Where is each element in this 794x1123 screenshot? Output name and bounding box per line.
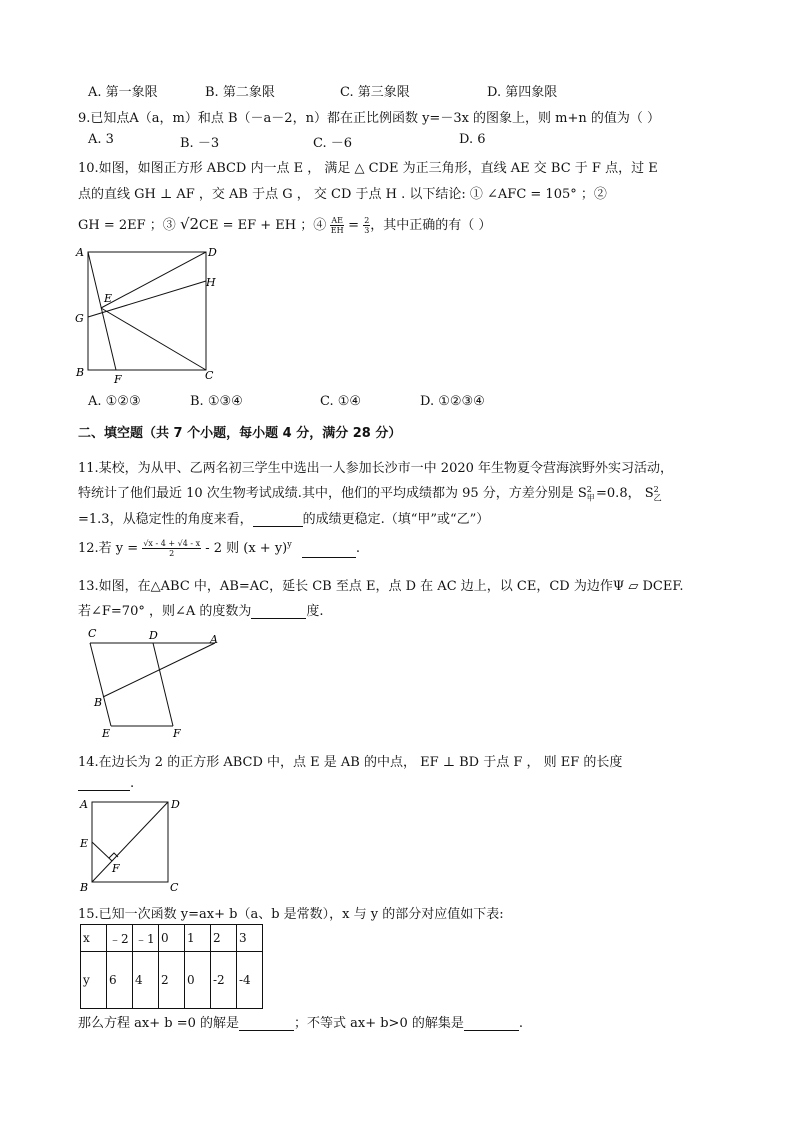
equals-sign: = [348, 218, 364, 233]
table-cell: x [81, 925, 107, 952]
q12-answer-blank[interactable] [302, 545, 356, 558]
q8-option-d: D. 第四象限 [487, 85, 558, 100]
table-cell: ﹣2 [107, 925, 133, 952]
table-cell: 4 [133, 952, 159, 1009]
label-f: F [112, 862, 120, 875]
label-d: D [208, 246, 217, 259]
q11-line2-text: 特统计了他们最近 10 次生物考试成绩.其中，他们的平均成绩都为 95 分，方差分别是 S [78, 486, 587, 501]
q9-option-a: A. 3 [88, 132, 114, 147]
label-a: A [80, 798, 88, 811]
q13-line2-part2: 度. [306, 604, 324, 619]
table-cell: 3 [237, 925, 263, 952]
label-a: A [76, 246, 84, 259]
q10-option-b: B. ①③④ [190, 394, 243, 409]
table-cell: 2 [159, 952, 185, 1009]
q13-parallelogram-figure [82, 625, 232, 741]
table-cell: y [81, 952, 107, 1009]
q12-end: . [355, 541, 361, 556]
q15-line2-part1: 那么方程 ax+ b =0 的解是 [78, 1016, 239, 1031]
label-e: E [102, 727, 111, 740]
q13-line1: 13.如图，在△ABC 中，AB=AC，延长 CB 至点 E，点 D 在 AC 边上，以 CE，CD 为边作Ψ ▱ DCEF. [78, 579, 684, 594]
s1-subscript: 甲 [586, 493, 595, 503]
s2-superscript: 2 [653, 484, 659, 494]
label-b: B [76, 366, 85, 379]
q11-line3-part2: 的成绩更稳定.（填“甲”或“乙”） [302, 512, 490, 527]
label-f: F [173, 727, 181, 740]
sqrt-two: √2 [179, 215, 200, 233]
q13-answer-blank[interactable] [251, 606, 306, 619]
q8-option-a: A. 第一象限 [88, 85, 158, 100]
q15-equation-blank[interactable] [239, 1018, 294, 1031]
table-cell: 1 [185, 925, 211, 952]
q9-option-d: D. 6 [459, 132, 486, 147]
table-cell: 0 [185, 952, 211, 1009]
q10-line3-part1: GH = 2EF ；③ [78, 218, 180, 233]
q8-option-c: C. 第三象限 [340, 85, 410, 100]
s2-subscript: 乙 [653, 493, 662, 503]
table-cell: 6 [107, 952, 133, 1009]
q14-answer-blank[interactable] [78, 778, 130, 791]
table-cell: 0 [159, 925, 185, 952]
frac-denominator: EH [330, 226, 344, 235]
q15-table-wrap [80, 924, 263, 1009]
q14-line1: 14.在边长为 2 的正方形 ABCD 中，点 E 是 AB 的中点， EF ⊥ BD 于点 F ， 则 EF 的长度 [78, 755, 623, 770]
ae-over-eh-fraction [330, 216, 344, 235]
q12-denominator: 2 [169, 549, 175, 558]
q11-line2 [78, 482, 662, 504]
q15-inequality-blank[interactable] [464, 1018, 519, 1031]
table-cell: -4 [237, 952, 263, 1009]
label-c: C [88, 627, 97, 640]
q10-line2: 点的直线 GH ⊥ AF ，交 AB 于点 G ， 交 CD 于点 H . 以下结论: ① ∠AFC = 105° ；② [78, 187, 607, 202]
q12-exponent: y [287, 539, 292, 549]
q9-option-c: C. －6 [313, 136, 353, 151]
label-f: F [114, 373, 122, 386]
q9-option-b: B. －3 [180, 136, 220, 151]
label-c: C [170, 881, 179, 894]
q15-line2-part2: ；不等式 ax+ b>0 的解集是 [294, 1016, 464, 1031]
q10-line3 [78, 214, 491, 235]
q9-text: 9.已知点A（a，m）和点 B（－a－2，n）都在正比例函数 y=－3x 的图象上，则 m+n 的值为（ ） [78, 111, 661, 126]
q12-numerator: √x - 4 + √4 - x [143, 539, 201, 548]
q10-line1: 10.如图，如图正方形 ABCD 内一点 E ， 满足 △ CDE 为正三角形，直线 AE 交 BC 于 F 点，过 E [78, 161, 658, 176]
q14-line2 [78, 776, 134, 791]
label-e: E [80, 837, 89, 850]
q10-square-figure [70, 242, 230, 387]
q14-end: . [130, 776, 135, 791]
q11-line2-mid: =0.8， S [591, 486, 654, 501]
q11-answer-blank[interactable] [253, 514, 303, 527]
label-d: D [149, 629, 158, 642]
q8-option-b: B. 第二象限 [205, 85, 275, 100]
label-g: G [75, 312, 84, 325]
q15-line2-end: . [518, 1016, 523, 1031]
frac-numerator: AE [331, 216, 344, 225]
q10-option-c: C. ①④ [320, 394, 362, 409]
s1-superscript: 2 [586, 484, 592, 494]
label-e: E [104, 292, 113, 305]
label-b: B [94, 696, 103, 709]
q10-option-a: A. ①②③ [88, 394, 141, 409]
label-h: H [206, 276, 216, 289]
q10-option-d: D. ①②③④ [420, 394, 485, 409]
table-cell: 2 [211, 925, 237, 952]
q10-line3-part2: CE = EF + EH ；④ [199, 218, 331, 233]
q15-line1: 15.已知一次函数 y=ax+ b（a、b 是常数），x 与 y 的部分对应值如下表: [78, 907, 504, 922]
frac2-numerator: 2 [364, 216, 370, 225]
q11-line3 [78, 508, 489, 527]
xy-value-table [80, 924, 263, 1009]
q11-line3-part1: =1.3，从稳定性的角度来看， [78, 512, 253, 527]
q14-square-figure [74, 796, 189, 896]
label-a: A [210, 633, 218, 646]
label-d: D [171, 798, 180, 811]
frac2-denominator: 3 [364, 226, 370, 235]
q11-line1: 11.某校，为从甲、乙两名初三学生中选出一人参加长沙市一中 2020 年生物夏令营海滨野外实习活动， [78, 461, 674, 476]
table-row-y [81, 952, 263, 1009]
q12-prefix: 12.若 y = [78, 541, 143, 556]
table-row-x [81, 925, 263, 952]
label-c: C [205, 369, 214, 382]
q12-fraction [142, 539, 201, 558]
section-heading: 二、填空题（共 7 个小题，每小题 4 分，满分 28 分） [78, 426, 402, 441]
q12-line [78, 537, 360, 558]
q12-post: - 2 则 (x + y) [201, 541, 288, 556]
q13-line2-part1: 若∠F=70° ，则∠A 的度数为 [78, 604, 252, 619]
q10-line3-part3: ，其中正确的有（ ） [370, 218, 492, 233]
q13-line2 [78, 600, 324, 619]
label-b: B [80, 881, 89, 894]
table-cell: ﹣1 [133, 925, 159, 952]
table-cell: -2 [211, 952, 237, 1009]
q15-line2 [78, 1012, 523, 1031]
